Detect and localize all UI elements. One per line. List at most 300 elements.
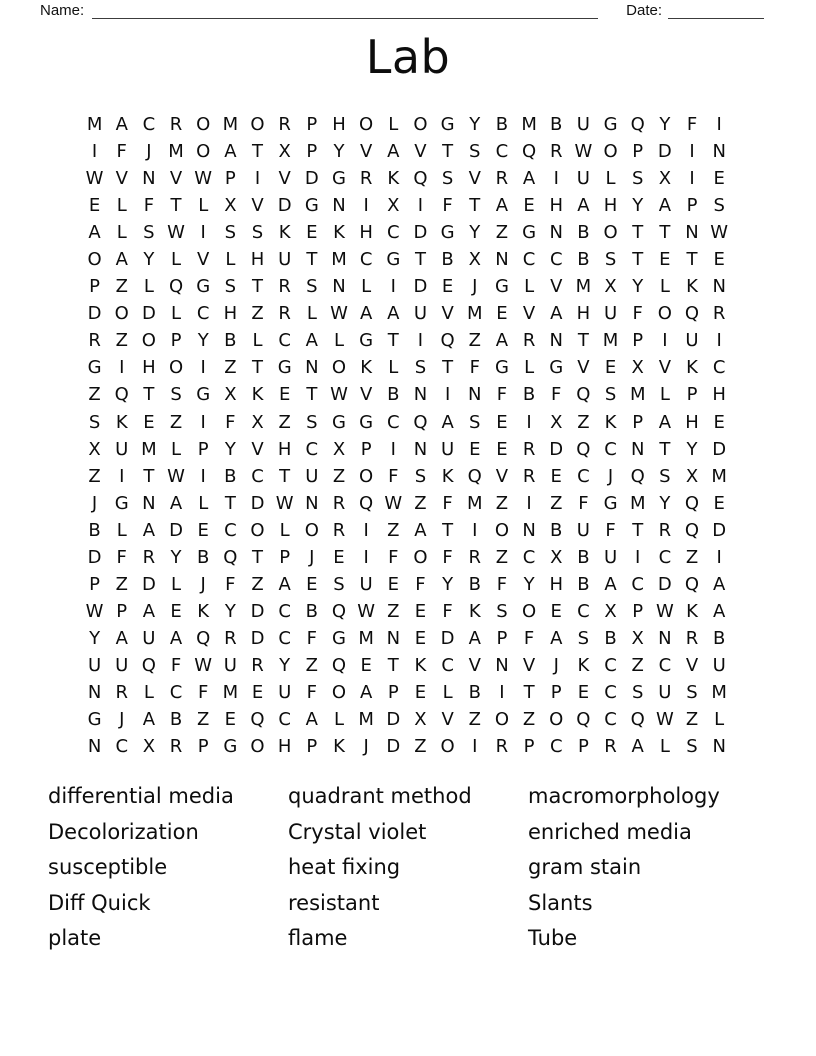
grid-letter: E (333, 546, 345, 568)
grid-letter: G (332, 168, 346, 190)
grid-letter: U (359, 573, 373, 595)
grid-letter: S (469, 141, 481, 163)
grid-letter: A (142, 600, 156, 622)
grid-letter: M (222, 114, 239, 136)
grid-letter: C (115, 736, 129, 758)
grid-letter: W (384, 492, 403, 514)
grid-letter: A (115, 114, 128, 136)
grid-letter: O (331, 357, 347, 379)
grid-letter: N (712, 736, 726, 758)
grid-letter: U (278, 249, 292, 271)
grid-letter: M (629, 384, 646, 406)
grid-letter: D (304, 168, 319, 190)
grid-letter: D (440, 627, 455, 649)
grid-letter: L (659, 384, 670, 406)
grid-letter: S (631, 682, 644, 703)
grid-letter: U (712, 654, 726, 676)
grid-letter: G (359, 411, 374, 433)
grid-letter: Y (659, 114, 671, 136)
grid-letter: S (306, 411, 318, 433)
grid-letter: X (224, 195, 237, 217)
grid-letter: C (522, 249, 536, 271)
word-list-item: quadrant method (288, 784, 472, 808)
grid-letter: J (309, 546, 315, 568)
grid-letter: U (441, 438, 455, 460)
grid-letter: R (278, 276, 291, 298)
grid-letter: H (712, 384, 726, 406)
grid-letter: F (225, 411, 236, 433)
grid-letter: S (170, 384, 182, 406)
grid-letter: S (143, 222, 155, 244)
grid-letter: B (88, 519, 101, 541)
grid-letter: R (685, 627, 699, 649)
grid-letter: Q (168, 276, 184, 298)
grid-letter: Z (115, 276, 128, 298)
grid-letter: K (468, 600, 481, 622)
grid-letter: T (659, 438, 671, 460)
grid-letter: Z (387, 600, 400, 622)
grid-letter: E (278, 384, 291, 406)
grid-letter: X (685, 465, 699, 487)
grid-letter: C (577, 600, 590, 622)
grid-letter: B (495, 114, 509, 136)
grid-letter: J (91, 492, 98, 514)
grid-letter: X (604, 600, 617, 622)
grid-letter: B (305, 600, 318, 622)
grid-letter: V (441, 303, 454, 325)
grid-letter: X (88, 438, 101, 460)
grid-letter: I (200, 411, 206, 433)
grid-letter: K (686, 276, 698, 298)
grid-letter: Y (333, 141, 345, 163)
grid-letter: X (468, 249, 481, 271)
grid-letter: M (602, 330, 619, 352)
grid-letter: W (275, 492, 294, 514)
grid-letter: W (167, 465, 185, 487)
grid-letter: R (468, 546, 482, 568)
grid-letter: Y (686, 438, 698, 460)
grid-letter: D (141, 573, 156, 595)
grid-letter: B (522, 384, 536, 406)
grid-letter: W (330, 303, 348, 325)
grid-letter: Q (331, 654, 347, 676)
grid-letter: B (224, 330, 237, 352)
grid-letter: J (200, 573, 206, 595)
grid-letter: C (359, 249, 373, 271)
grid-letter: Z (414, 492, 427, 514)
grid-letter: C (604, 682, 617, 703)
grid-letter: P (523, 736, 535, 758)
grid-letter: Q (223, 546, 238, 568)
grid-letter: P (279, 546, 291, 568)
word-list-item: macromorphology (528, 784, 720, 808)
grid-letter: Q (413, 168, 428, 190)
grid-letter: J (363, 736, 369, 758)
grid-letter: L (116, 195, 127, 217)
grid-letter: F (496, 384, 508, 406)
grid-letter: U (223, 654, 237, 676)
grid-letter: M (86, 114, 103, 136)
grid-letter: Q (630, 114, 645, 136)
grid-letter: Y (170, 546, 182, 568)
word-list-item: gram stain (528, 855, 642, 880)
grid-letter: T (252, 141, 264, 163)
grid-letter: Y (442, 573, 454, 595)
word-list-item: Crystal violet (288, 819, 427, 844)
grid-letter: A (142, 519, 156, 541)
grid-letter: A (441, 411, 454, 433)
grid-letter: I (635, 546, 641, 568)
grid-letter: T (632, 222, 644, 244)
grid-letter: O (603, 222, 618, 244)
grid-letter: Q (630, 465, 645, 487)
grid-letter: H (576, 303, 591, 325)
word-list-column (48, 779, 288, 957)
grid-letter: I (363, 519, 369, 541)
grid-letter: O (494, 519, 509, 541)
grid-letter: O (196, 141, 211, 163)
grid-letter: C (658, 654, 672, 676)
grid-letter: S (686, 736, 698, 758)
grid-letter: U (685, 330, 699, 352)
grid-letter: I (200, 357, 206, 379)
grid-letter: H (359, 222, 373, 244)
grid-letter: D (386, 736, 401, 758)
grid-letter: V (251, 438, 264, 460)
grid-letter: M (467, 303, 483, 325)
grid-letter: P (577, 736, 589, 758)
date-label: Date: (626, 2, 662, 19)
grid-letter: N (413, 384, 428, 406)
grid-letter: U (658, 682, 672, 703)
grid-letter: K (414, 654, 427, 676)
word-list-item: susceptible (48, 855, 168, 880)
grid-letter: J (146, 141, 152, 163)
grid-letter: J (472, 276, 478, 298)
grid-letter: C (549, 736, 563, 758)
grid-letter: U (305, 465, 319, 487)
grid-letter: N (142, 168, 156, 190)
grid-letter: N (305, 492, 319, 514)
grid-letter: C (196, 303, 210, 325)
grid-letter: A (88, 222, 101, 244)
grid-letter: D (413, 276, 428, 298)
grid-letter: W (710, 222, 729, 244)
grid-letter: A (359, 682, 373, 703)
grid-letter: Y (523, 573, 535, 595)
grid-letter: A (577, 195, 590, 217)
name-fill-line (92, 3, 598, 19)
grid-letter: C (577, 465, 590, 487)
grid-letter: V (550, 276, 563, 298)
grid-letter: O (114, 303, 129, 325)
grid-letter: A (169, 492, 183, 514)
grid-letter: L (143, 276, 154, 298)
grid-letter: C (604, 438, 617, 460)
grid-letter: I (689, 168, 695, 190)
grid-letter: I (363, 195, 369, 217)
grid-letter: O (196, 114, 211, 136)
grid-letter: G (196, 276, 211, 298)
grid-letter: L (143, 682, 154, 703)
grid-letter: K (197, 600, 210, 622)
grid-letter: R (224, 627, 237, 649)
grid-letter: L (171, 249, 182, 271)
grid-letter: D (657, 573, 672, 595)
grid-letter: W (574, 141, 593, 163)
grid-letter: Y (197, 330, 209, 352)
grid-letter: Q (576, 384, 591, 406)
grid-letter: E (414, 600, 427, 622)
grid-letter: A (305, 709, 318, 731)
grid-letter: O (250, 736, 265, 758)
grid-letter: A (169, 627, 183, 649)
grid-letter: T (252, 546, 264, 568)
grid-letter: I (119, 465, 125, 487)
grid-letter: B (550, 114, 563, 136)
grid-letter: I (472, 736, 478, 758)
grid-letter: K (577, 654, 590, 676)
grid-letter: Z (495, 492, 509, 514)
grid-letter: W (357, 600, 376, 622)
grid-letter: M (331, 249, 347, 271)
name-label: Name: (40, 2, 85, 19)
grid-letter: X (631, 627, 644, 649)
grid-letter: Z (468, 709, 481, 731)
grid-letter: O (87, 249, 102, 271)
grid-letter: L (306, 303, 317, 325)
grid-letter: L (388, 357, 399, 379)
grid-letter: T (224, 492, 236, 514)
grid-letter: N (712, 141, 726, 163)
grid-letter: S (441, 168, 454, 190)
grid-letter: F (605, 519, 616, 541)
grid-letter: K (360, 357, 373, 379)
grid-letter: D (87, 546, 102, 568)
grid-letter: Q (359, 492, 374, 514)
grid-letter: F (496, 573, 508, 595)
grid-letter: B (577, 249, 590, 271)
grid-letter: Z (197, 709, 210, 731)
grid-letter: G (440, 222, 455, 244)
grid-letter: C (495, 141, 509, 163)
grid-letter: O (494, 709, 509, 731)
grid-letter: P (197, 438, 209, 460)
grid-letter: O (657, 303, 672, 325)
grid-letter: B (577, 546, 590, 568)
grid-letter: L (388, 114, 399, 136)
grid-letter: U (115, 438, 129, 460)
grid-letter: V (441, 709, 454, 731)
grid-letter: X (278, 141, 291, 163)
grid-letter: C (224, 519, 237, 541)
grid-letter: K (686, 600, 698, 622)
grid-letter: Z (685, 546, 699, 568)
grid-letter: C (387, 411, 400, 433)
grid-letter: Z (495, 222, 509, 244)
puzzle-title: Lab (365, 30, 451, 84)
grid-letter: N (468, 384, 482, 406)
grid-letter: S (469, 411, 481, 433)
grid-letter: T (442, 519, 454, 541)
grid-letter: A (387, 141, 400, 163)
grid-letter: V (278, 168, 291, 190)
grid-letter: R (495, 168, 509, 190)
grid-letter: R (169, 736, 183, 758)
grid-letter: Z (169, 411, 183, 433)
grid-letter: F (551, 384, 562, 406)
grid-letter: P (360, 438, 372, 460)
word-search-grid (81, 111, 733, 760)
grid-letter: A (115, 627, 128, 649)
grid-letter: B (577, 573, 590, 595)
grid-letter: A (468, 627, 481, 649)
grid-letter: R (522, 438, 536, 460)
grid-letter: V (169, 168, 183, 190)
grid-letter: T (659, 222, 671, 244)
grid-letter: P (306, 114, 318, 136)
grid-letter: N (658, 627, 672, 649)
grid-letter: W (655, 709, 674, 731)
grid-letter: Y (659, 492, 671, 514)
grid-letter: K (441, 465, 454, 487)
grid-letter: M (168, 141, 184, 163)
grid-letter: F (225, 573, 236, 595)
grid-letter: V (251, 195, 264, 217)
grid-letter: D (413, 222, 428, 244)
grid-letter: I (119, 357, 125, 379)
grid-letter: R (332, 519, 346, 541)
grid-letter: X (550, 546, 563, 568)
grid-letter: P (550, 682, 562, 703)
grid-letter: N (522, 519, 536, 541)
word-list-column (288, 779, 528, 957)
grid-letter: S (496, 600, 508, 622)
grid-letter: U (603, 303, 618, 325)
grid-letter: A (522, 168, 536, 190)
grid-letter: D (87, 303, 102, 325)
word-list-item: heat fixing (288, 855, 401, 880)
grid-letter: E (713, 168, 725, 190)
grid-letter: L (659, 736, 670, 758)
grid-letter: Z (631, 654, 644, 676)
grid-letter: R (142, 546, 156, 568)
grid-letter: D (250, 600, 265, 622)
grid-letter: U (603, 546, 618, 568)
grid-letter: W (655, 600, 674, 622)
grid-letter: O (250, 114, 265, 136)
grid-letter: P (686, 195, 698, 217)
grid-letter: R (169, 114, 183, 136)
grid-letter: G (277, 357, 292, 379)
grid-letter: F (523, 627, 535, 649)
grid-letter: O (359, 465, 374, 487)
word-list-item: flame (288, 926, 348, 951)
grid-letter: G (114, 492, 129, 514)
grid-letter: Z (550, 492, 563, 514)
grid-letter: H (277, 438, 292, 460)
grid-letter: M (575, 276, 592, 298)
grid-letter: S (224, 276, 237, 298)
grid-letter: P (116, 600, 128, 622)
grid-letter: X (332, 438, 346, 460)
grid-letter: G (332, 411, 346, 433)
grid-letter: I (390, 276, 396, 298)
grid-letter: W (330, 384, 348, 406)
grid-letter: Z (495, 546, 509, 568)
grid-letter: Q (413, 411, 428, 433)
grid-letter: W (85, 600, 104, 622)
grid-letter: T (577, 330, 589, 352)
grid-letter: R (604, 736, 617, 758)
grid-letter: O (168, 357, 184, 379)
date-fill-line (668, 3, 764, 19)
grid-letter: Q (684, 492, 700, 514)
grid-letter: E (306, 222, 318, 244)
grid-letter: Z (88, 465, 101, 487)
grid-letter: F (442, 546, 453, 568)
grid-letter: S (88, 411, 101, 433)
grid-letter: R (115, 682, 128, 703)
grid-letter: Y (279, 654, 291, 676)
grid-letter: T (306, 384, 318, 406)
grid-letter: C (604, 654, 617, 676)
grid-letter: Q (684, 303, 700, 325)
grid-letter: A (658, 195, 672, 217)
grid-letter: N (685, 222, 699, 244)
grid-letter: Z (251, 573, 264, 595)
grid-letter: T (686, 249, 698, 271)
grid-letter: S (686, 682, 698, 703)
grid-letter: Q (576, 709, 591, 731)
word-list-column (528, 779, 768, 957)
grid-letter: V (685, 654, 699, 676)
grid-letter: J (607, 465, 614, 487)
grid-letter: L (279, 519, 290, 541)
grid-letter: Q (440, 330, 455, 352)
grid-letter: P (387, 682, 399, 703)
grid-letter: R (278, 303, 291, 325)
grid-letter: A (550, 303, 563, 325)
word-list (48, 779, 768, 957)
grid-letter: O (440, 736, 455, 758)
grid-letter: N (386, 627, 401, 649)
grid-letter: Z (88, 384, 101, 406)
grid-letter: N (87, 736, 102, 758)
grid-letter: I (526, 411, 532, 433)
grid-letter: F (116, 546, 127, 568)
grid-letter: D (657, 141, 672, 163)
grid-letter: B (468, 573, 481, 595)
grid-letter: A (414, 519, 427, 541)
grid-letter: U (142, 627, 156, 649)
grid-letter: P (89, 276, 100, 298)
word-list-item: differential media (48, 784, 234, 808)
grid-letter: E (251, 682, 264, 703)
grid-letter: F (170, 654, 182, 676)
grid-letter: A (305, 330, 318, 352)
grid-letter: T (442, 141, 454, 163)
grid-letter: I (390, 438, 396, 460)
grid-letter: R (88, 330, 101, 352)
grid-letter: E (604, 357, 617, 379)
grid-letter: X (224, 384, 237, 406)
grid-letter: T (143, 465, 155, 487)
grid-letter: T (143, 384, 155, 406)
word-list-item: Slants (528, 890, 593, 915)
grid-letter: B (197, 546, 210, 568)
grid-letter: E (414, 627, 427, 649)
